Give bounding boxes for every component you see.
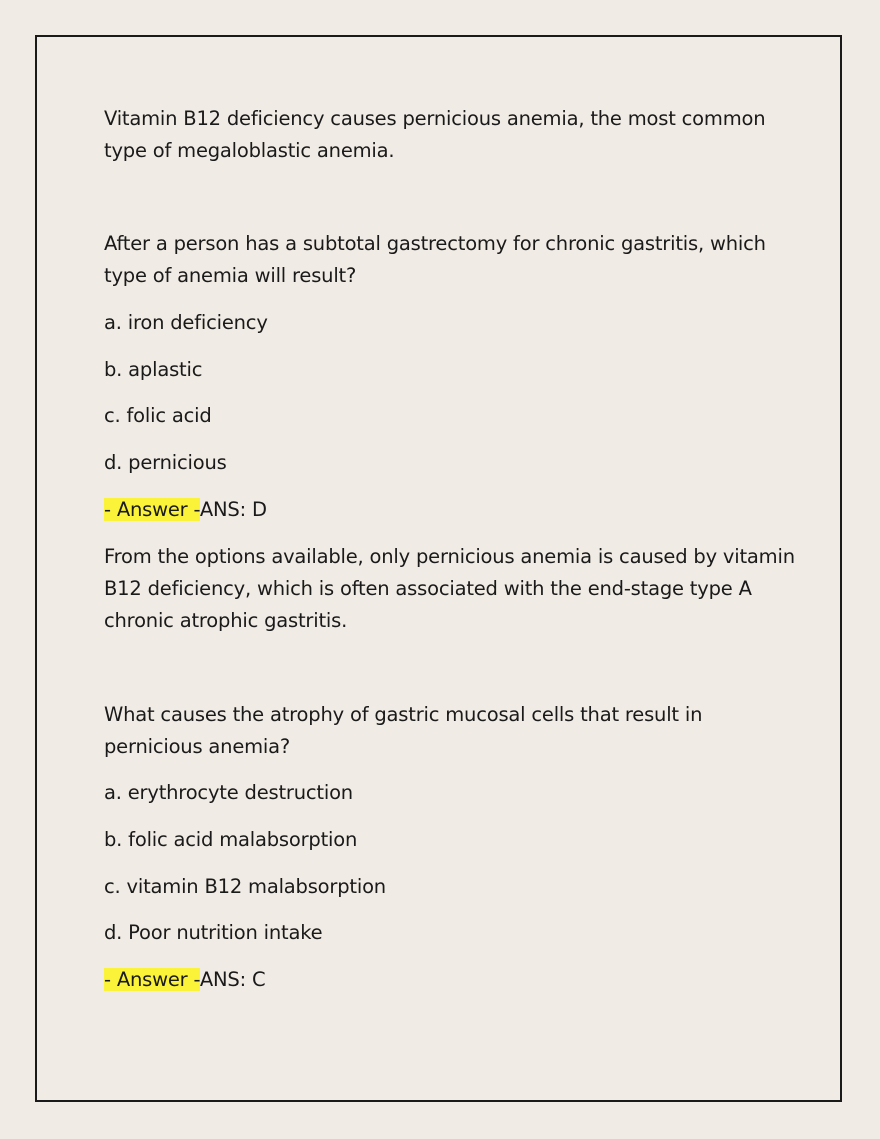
question-1-answer bbox=[104, 494, 267, 526]
intro-line-2: type of megaloblastic anemia. bbox=[104, 139, 395, 162]
answer-value: ANS: C bbox=[199, 968, 266, 991]
question-1-line-1: After a person has a subtotal gastrectomy for chronic gastritis, which bbox=[104, 232, 766, 255]
answer-value: ANS: D bbox=[199, 498, 267, 521]
question-1-option-c: c. folic acid bbox=[104, 404, 212, 427]
question-1-option-b: b. aplastic bbox=[104, 358, 203, 381]
answer-highlight: - Answer - bbox=[104, 498, 200, 521]
question-2-answer bbox=[104, 964, 265, 996]
question-2-option-d: d. Poor nutrition intake bbox=[104, 921, 323, 944]
rationale-line-2: B12 deficiency, which is often associated with the end-stage type A bbox=[104, 577, 752, 600]
question-1-option-a: a. iron deficiency bbox=[104, 311, 268, 334]
question-2-option-c: c. vitamin B12 malabsorption bbox=[104, 875, 386, 898]
question-2-line-2: pernicious anemia? bbox=[104, 735, 291, 758]
rationale-line-1: From the options available, only pernicious anemia is caused by vitamin bbox=[104, 545, 795, 568]
question-2-line-1: What causes the atrophy of gastric mucosal cells that result in bbox=[104, 703, 703, 726]
question-2-option-a: a. erythrocyte destruction bbox=[104, 781, 353, 804]
intro-line-1: Vitamin B12 deficiency causes pernicious anemia, the most common bbox=[104, 107, 766, 130]
answer-highlight: - Answer - bbox=[104, 968, 200, 991]
question-1-option-d: d. pernicious bbox=[104, 451, 227, 474]
rationale-line-3: chronic atrophic gastritis. bbox=[104, 609, 348, 632]
question-2-option-b: b. folic acid malabsorption bbox=[104, 828, 358, 851]
question-1-line-2: type of anemia will result? bbox=[104, 264, 357, 287]
